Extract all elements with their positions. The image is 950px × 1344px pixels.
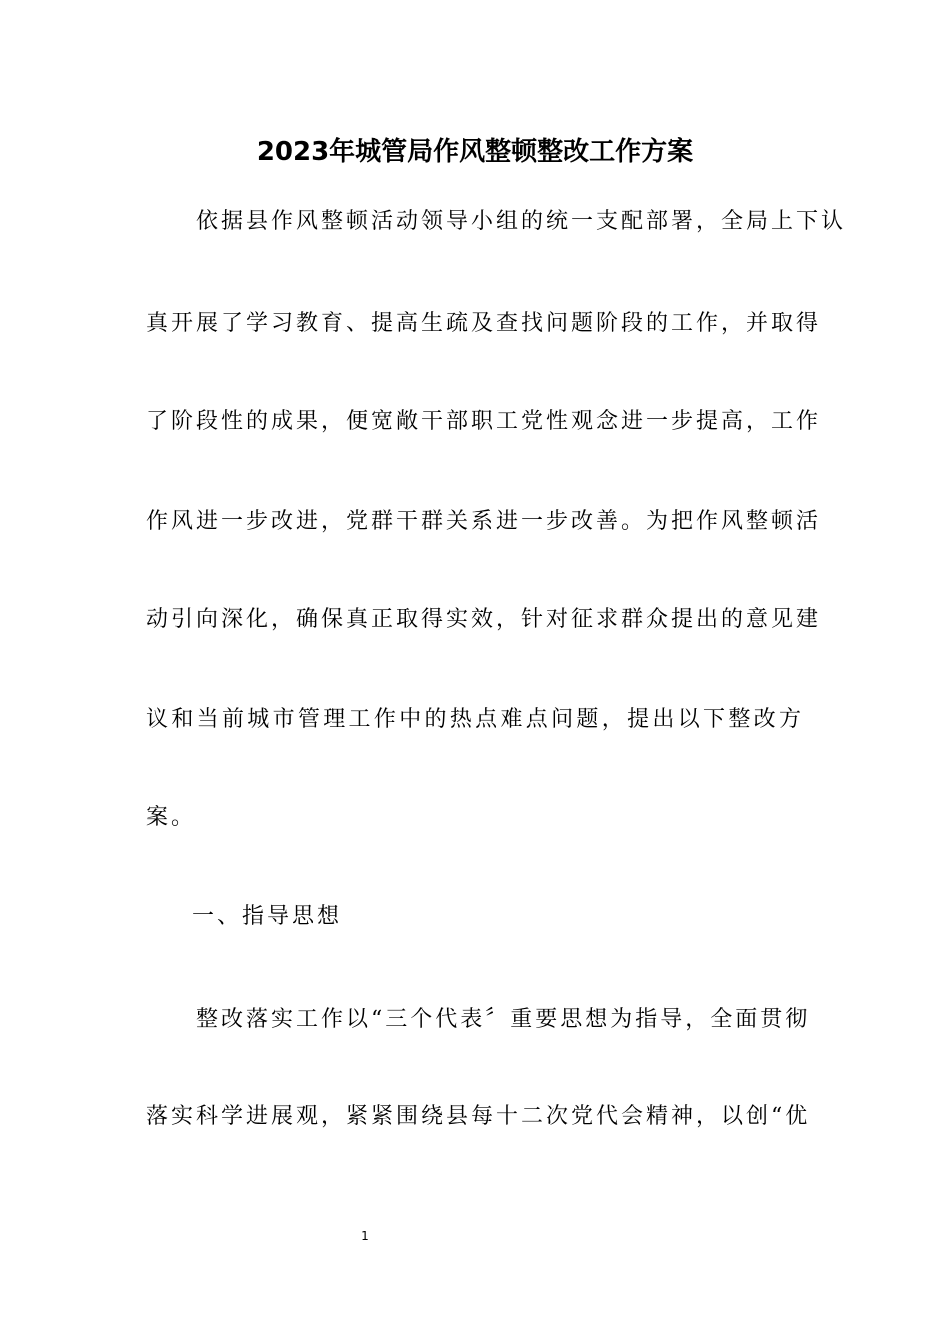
paragraph-line-6: 议和当前城市管理工作中的热点难点问题，提出以下整改方 [146,707,804,732]
paragraph-line-3: 了阶段性的成果，便宽敞干部职工党性观念进一步提高，工作 [146,409,822,434]
section-heading: 一、指导思想 [192,904,343,929]
paragraph-line-4: 作风进一步改进，党群干群关系进一步改善。为把作风整顿活 [146,509,822,534]
paragraph-line-2: 真开展了学习教育、提高生疏及查找问题阶段的工作，并取得 [146,311,822,336]
paragraph-line-5: 动引向深化，确保真正取得实效，针对征求群众提出的意见建 [146,607,822,632]
paragraph-line-7: 案。 [146,805,197,830]
paragraph-line-1: 依据县作风整顿活动领导小组的统一支配部署，全局上下认 [196,209,847,234]
paragraph-line-8: 整改落实工作以“三个代表〞重要思想为指导，全面贯彻 [196,1007,811,1032]
document-title: 2023年城管局作风整顿整改工作方案 [256,137,694,167]
paragraph-line-9: 落实科学进展观，紧紧围绕县每十二次党代会精神，以创“优 [146,1104,811,1129]
page-number: 1 [361,1229,369,1243]
